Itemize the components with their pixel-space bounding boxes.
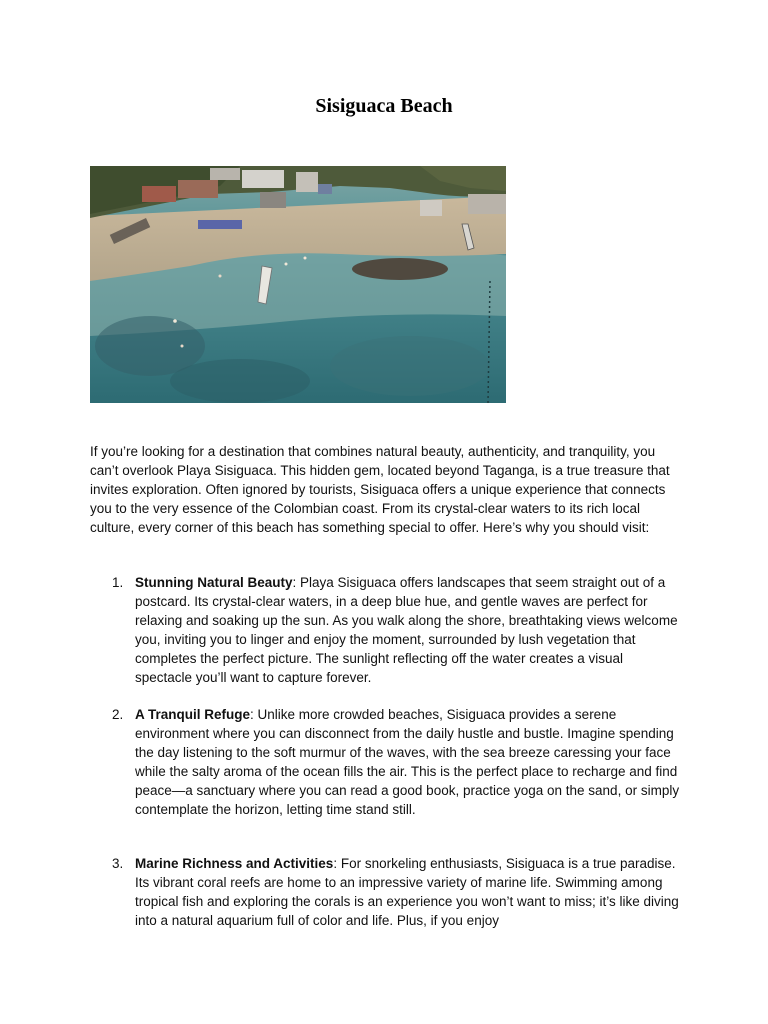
list-item-text xyxy=(135,854,680,930)
list-item-number: 1. xyxy=(112,575,124,590)
list-item-body: : Playa Sisiguaca offers landscapes that seem straight out of a postcard. Its crystal-clear waters, in a deep blue hue, and gentle waves are perfect for relaxing and soaking up the sun. As you walk along the shore, breathtaking views welcome you, inviting you to linger and enjoy the moment, surrounded by lush vegetation that completes the perfect picture. The sunlight reflecting off the water creates a visual spectacle you’ll want to capture forever. xyxy=(135,575,678,685)
beach-photo xyxy=(90,166,506,403)
list-item-body: : For snorkeling enthusiasts, Sisiguaca is a true paradise. Its vibrant coral reefs are home to an impressive variety of marine life. Swimming among tropical fish and exploring the corals is an experience you won’t want to miss; it’s like diving into a natural aquarium full of color and life. Plus, if you enjoy xyxy=(135,856,679,928)
intro-paragraph: If you’re looking for a destination that combines natural beauty, authenticity, and tranquility, you can’t overlook Playa Sisiguaca. This hidden gem, located beyond Taganga, is a true treasure that invites exploration. Often ignored by tourists, Sisiguaca offers a unique experience that connects you to the very essence of the Colombian coast. From its crystal-clear waters to its rich local culture, every corner of this beach has something special to offer. Here’s why you should visit: xyxy=(90,444,670,535)
list-item-text xyxy=(135,705,680,819)
list-item-text xyxy=(135,573,680,687)
list-item-heading: Marine Richness and Activities xyxy=(135,856,334,871)
list-item-heading: A Tranquil Refuge xyxy=(135,707,251,722)
page-title: Sisiguaca Beach xyxy=(315,95,453,117)
list-item-body: : Unlike more crowded beaches, Sisiguaca provides a serene environment where you can disconnect from the daily hustle and bustle. Imagine spending the day listening to the soft murmur of the waves, with the sea breeze caressing your face while the salty aroma of the ocean fills the air. This is the perfect place to recharge and find peace—a sanctuary where you can read a good book, practice yoga on the sand, or simply contemplate the horizon, letting time stand still. xyxy=(135,707,680,817)
list-item-heading: Stunning Natural Beauty xyxy=(135,575,293,590)
list-item-number: 3. xyxy=(112,856,124,871)
list-item-number: 2. xyxy=(112,707,124,722)
